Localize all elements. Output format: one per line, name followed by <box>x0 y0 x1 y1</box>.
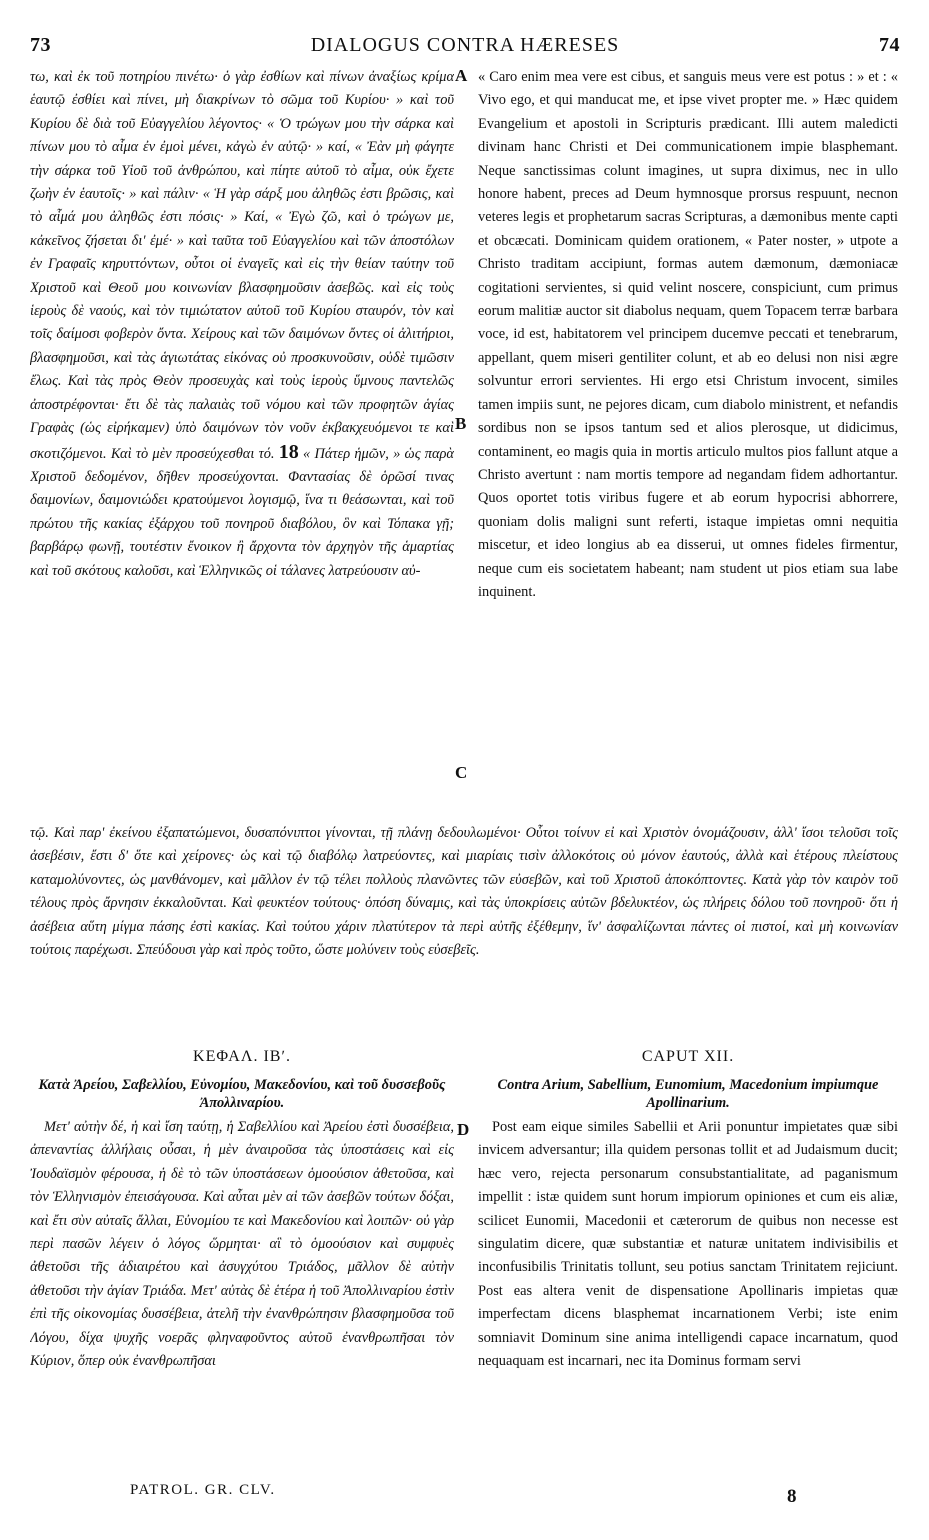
latin-paragraph: « Caro enim mea vere est cibus, et sanguis meus vere est potus : » et : « Vivo ego, et qui manducat me, et ipse vivet propter me. » Hæc quidem Evangelium et apostoli in Scripturis prædicant. Illi autem maledicti divinam hanc Christi et Dei communicationem impie blasphemant. Neque sanctissimas colunt imagines, ut supra diximus, nec in ullo honore habent, preces ad Deum hymnosque prorsus respuunt, necnon veteres legis et prophetarum sacras Scripturas, a dæmonibus mente capti et obcæcati. Dominicam quidem orationem, « Pater noster, » utpote a Christo traditam accipiunt, formas autem dæmonum, dæmoniacæ cogitationi servientes, si quid velint noscere, conspiciunt, cum primus eorum malitiæ auctor sit diabolus nequam, quem Topacem terræ barbara voce, id est, habitatorem vel principem ducemve peccati et tenebrarum, appellant, quem miseri gentiliter colunt, et ab eo delusi non nisi ægre solvuntur errori servientes. Hi ergo etsi Christum invocent, similes tamen impiis sunt, ne pejores dicam, cum diabolo ministrent, et nefandis sordibus non se ipsos tantum sed et alios plerosque, ut didicimus, contaminent, eo magis quia in mortis articulo multos pios fallunt atque a Christo avertunt : nam mortis tempore ad negandam fidem adhortantur. Quos oportet totis viribus fugere et ab eorum hypocrisi abhorrere, quoniam dolis maligni sunt referti, istaque impietas omni nequitia miscetur, et ideo longius ab ea disserui, ut omnes fideles firmentur, neque cum eis societatem habeant; nam student ut pios etiam sua labe inquinent. <box>478 69 898 600</box>
greek-chapter-paragraph: Μετ' αὐτὴν δέ, ἡ καὶ ἴση ταύτῃ, ἡ Σαβελλίου καὶ Ἀρείου ἐστὶ δυσσέβεια, ἀπεναντίας ἀλλήλαις οὖσαι, ἡ μὲν ἀναιροῦσα τὰς ὑποστάσεις καὶ εἰς Ἰουδαϊσμὸν φέρουσα, ἡ δὲ τὸ τῶν ὑποστάσεων ὁμοούσιον ἀθετοῦσα, καὶ τὸν Ἑλληνισμὸν ἐπεισάγουσα. Καὶ αὗται μὲν αἱ τῶν ἀσεβῶν τούτων δόξαι, καὶ ἔτι σὺν αὐταῖς ἄλλαι, Εὐνομίου τε καὶ Μακεδονίου καὶ λοιπῶν· οὐ γὰρ περὶ πασῶν λέγειν ὁ λόγος ὥρμηται· αἳ τὸ ὁμοούσιον καὶ συμφυὲς ἀθετοῦσι τῆς ἀδιαιρέτου καὶ ἀσυγχύτου Τριάδος, μᾶλλον δὲ αὐτὴν ἀθετοῦσι τὴν ἁγίαν Τριάδα. Μετ' αὐτὰς δὲ ἑτέρα ἡ τοῦ Ἀπολλιναρίου ἐστὶν ἐπὶ τῆς οἰκονομίας δυσσέβεια, ἀτελῆ τὴν ἐνανθρώπησιν βλασφημοῦσα τοῦ Λόγου, δίχα ψυχῆς νοερᾶς φληναφοῦντος αὐτοῦ ἐνανθρωπῆσαι τὸν Κύριον, ὅπερ οὐκ ἐνανθρωπῆσαι <box>30 1119 454 1370</box>
greek-paragraph <box>30 66 454 583</box>
greek-text-part2: « Πάτερ ἡμῶν, » ὡς παρὰ Χριστοῦ δεδομένον, δῆθεν προσεύχονται. Φαντασίας δὲ ὁρῶσί τινας δαιμονίων, δαιμονιώδει κρατούμενοι λογισμῷ, ἵνα τι θεάσωνται, καὶ τοῦ πρώτου τῆς κακίας ἐξάρχου τοῦ πονηροῦ διαβόλου, ὃν καὶ Τόπακα γῇ; βαρβάρῳ φωνῇ, τουτέστιν ἔνοικον ἢ ἄρχοντα τὸν ἀρχηγὸν τῆς ἁμαρτίας καὶ τοῦ σκότους καλοῦσι, καὶ Ἑλληνικῶς οἱ τάλανες λατρεύουσιν αὐ- <box>30 445 454 579</box>
latin-chapter-body <box>478 1116 898 1480</box>
greek-chapter-heading: ΚΕΦΑΛ. ΙΒʹ. <box>193 1048 291 1065</box>
margin-marker-a: A <box>455 66 468 85</box>
greek-fullwidth-block <box>30 822 898 1057</box>
latin-chapter-paragraph: Post eam eique similes Sabellii et Arii ponuntur impietates quæ sibi invicem adversantur; illa quidem personas tollit et ad Judaismum ducit; hæc vero, rejecta personarum consubstantialitate, ad paganismum impellit : istæ quidem sunt horum impiorum opiniones et cum eis aliæ, scilicet Eunomii, Macedonii et cæterorum de quibus non necesse est singulatim dicere, quæ substantiæ et naturæ unitatem indivisibilis et inconfusibilis Trinitatis tollunt, seu potius sanctam Trinitatem rejiciunt. Post eas altera venit de dispensatione Apollinaris impietas quæ imperfectam dicens blasphemat incarnationem Verbi; iste enim somniavit Dominum sine anima intelligendi capace incarnatum, quod nequaquam est incarnari, nec ita Dominus formam servi <box>478 1119 898 1370</box>
margin-marker-c: C <box>455 763 468 782</box>
greek-text-part1: τω, καὶ ἐκ τοῦ ποτηρίου πινέτω· ὁ γὰρ ἐσθίων καὶ πίνων ἀναξίως κρίμα ἑαυτῷ ἐσθίει καὶ πίνει, μὴ διακρίνων τὸ σῶμα τοῦ Κυρίου· » καὶ τοῦ Κυρίου δὲ διὰ τοῦ Εὐαγγελίου λέγοντος· « Ὁ τρώγων μου τὴν σάρκα καὶ πίνων μου τὸ αἷμα ἐν ἐμοὶ μένει, κἀγὼ ἐν αὐτῷ· » καί, « Ἐὰν μὴ φάγητε τὴν σάρκα τοῦ Υἱοῦ τοῦ ἀνθρώπου, καὶ πίητε αὐτοῦ τὸ αἷμα, οὐκ ἔχετε ζωὴν ἐν ἑαυτοῖς· » καὶ πάλιν· « Ἡ γὰρ σάρξ μου ἀληθῶς ἐστι βρῶσις, καὶ τὸ αἷμά μου ἀληθῶς ἐστι πόσις· » Καί, « Ἐγὼ ζῶ, καὶ ὁ τρώγων με, κἀκεῖνος ζήσεται δι' ἐμέ· » καὶ ταῦτα τοῦ Εὐαγγελίου καὶ τῶν ἀποστόλων ἐν Γραφαῖς κηρυττόντων, οὗτοι οἱ ἐναγεῖς καὶ εἰς τὴν θείαν ταύτην τοῦ Χριστοῦ καὶ Θεοῦ μου κοινωνίαν βλασφημοῦσιν ἀσεβῶς. καὶ εἰς τοὺς ἱεροὺς δὲ ναούς, καὶ τὸν τιμιώτατον αὐτοῦ τοῦ Κυρίου σταυρόν, τὸν καὶ τοῖς δαίμοσι φοβερὸν ὄντα. Χείρους καὶ τῶν δαιμόνων ὄντες οἱ ἀλιτήριοι, βλασφημοῦσι, καὶ τὰς ἁγιωτάτας εἰκόνας οὐ προσκυνοῦσιν, οὐδὲ τιμῶσιν ἔλως. Καὶ τὰς πρὸς Θεὸν προσευχὰς καὶ τοὺς ἱεροὺς ὕμνους παντελῶς ἀποστρέφονται· ἔτι δὲ τὰς παλαιὰς τοῦ νόμου καὶ τῶν προφητῶν ἁγίας Γραφὰς (ὡς εἰρήκαμεν) ὑπὸ δαιμόνων τὸν νοῦν ἐκβακχευόμενοι τε καὶ σκοτιζόμενοι. Καὶ τὸ μὲν προσεύχεσθαι τό. <box>30 69 454 462</box>
signature-number: 8 <box>787 1486 797 1507</box>
greek-column-top <box>30 66 454 822</box>
latin-column-top <box>478 66 898 822</box>
margin-marker-b: B <box>455 414 467 433</box>
greek-chapter-subtitle: Κατὰ Ἀρείου, Σαβελλίου, Εὐνομίου, Μακεδονίου, καὶ τοῦ δυσσεβοῦς Ἀπολλιναρίου. <box>38 1077 446 1111</box>
running-title: DIALOGUS CONTRA HÆRESES <box>310 34 620 56</box>
page-number-right: 74 <box>879 34 900 56</box>
section-number: 18 <box>278 440 299 463</box>
latin-chapter-subtitle: Contra Arium, Sabellium, Eunomium, Macedonium impiumque Apollinarium. <box>497 1077 879 1111</box>
greek-chapter-body <box>30 1116 454 1480</box>
series-signature: PATROL. GR. CLV. <box>130 1482 276 1498</box>
page-number-left: 73 <box>30 34 51 56</box>
margin-marker-d: D <box>457 1120 470 1139</box>
latin-chapter-heading: CAPUT XII. <box>641 1048 735 1065</box>
greek-fullwidth-text: τῷ. Καὶ παρ' ἐκείνου ἐξαπατώμενοι, δυσαπόνιπτοι γίνονται, τῇ πλάνῃ δεδουλωμένοι· Οὗτοι τοίνυν εἰ καὶ Χριστὸν ὀνομάζουσιν, ἀλλ' ἴσοι τελοῦσι τοῖς ἀσεβέσιν, ἔστι δ' ὅτε καὶ χείρονες· ὡς καὶ τῷ διαβόλῳ λατρεύοντες, καὶ μιαρίαις τισὶν ἀλλοκότοις οὐ μόνον ἑαυτούς, ἀλλὰ καὶ ἑτέρους πλείστους καταμολύνοντες, ὡς μανθάνομεν, καὶ μᾶλλον ἐν τῷ τέλει πολλοὺς πλανῶντες τῶν εὐσεβῶν, καὶ τοῦ Χριστοῦ ἀποκόπτοντες. Κατὰ γὰρ τὸν καιρὸν τοῦ τέλους πρὸς ἄρνησιν ἐκκαλοῦνται. Καὶ φευκτέον τούτους· ὁπόση δύναμις, καὶ τὰς ὑποκρίσεις αὐτῶν βδελυκτέον, ὡς πλήρεις δόλου τοῦ πονηροῦ· ὅτι ἡ ἀσέβεια αὕτη μίγμα πάσης ἐστὶ κακίας. Καὶ τούτου χάριν πλατύτερον τὰ περὶ αὐτῆς ἐξέθεμην, ἵν' ἀσφαλίζωνται πάντες οἱ πιστοί, καὶ μὴ κοινωνίαν τούτοις παρέχωσι. Σπεύδουσι γὰρ καὶ πρὸς τοῦτο, ὥστε μολύνειν τοὺς εὐσεβεῖς. <box>30 825 898 959</box>
running-header <box>30 34 900 64</box>
